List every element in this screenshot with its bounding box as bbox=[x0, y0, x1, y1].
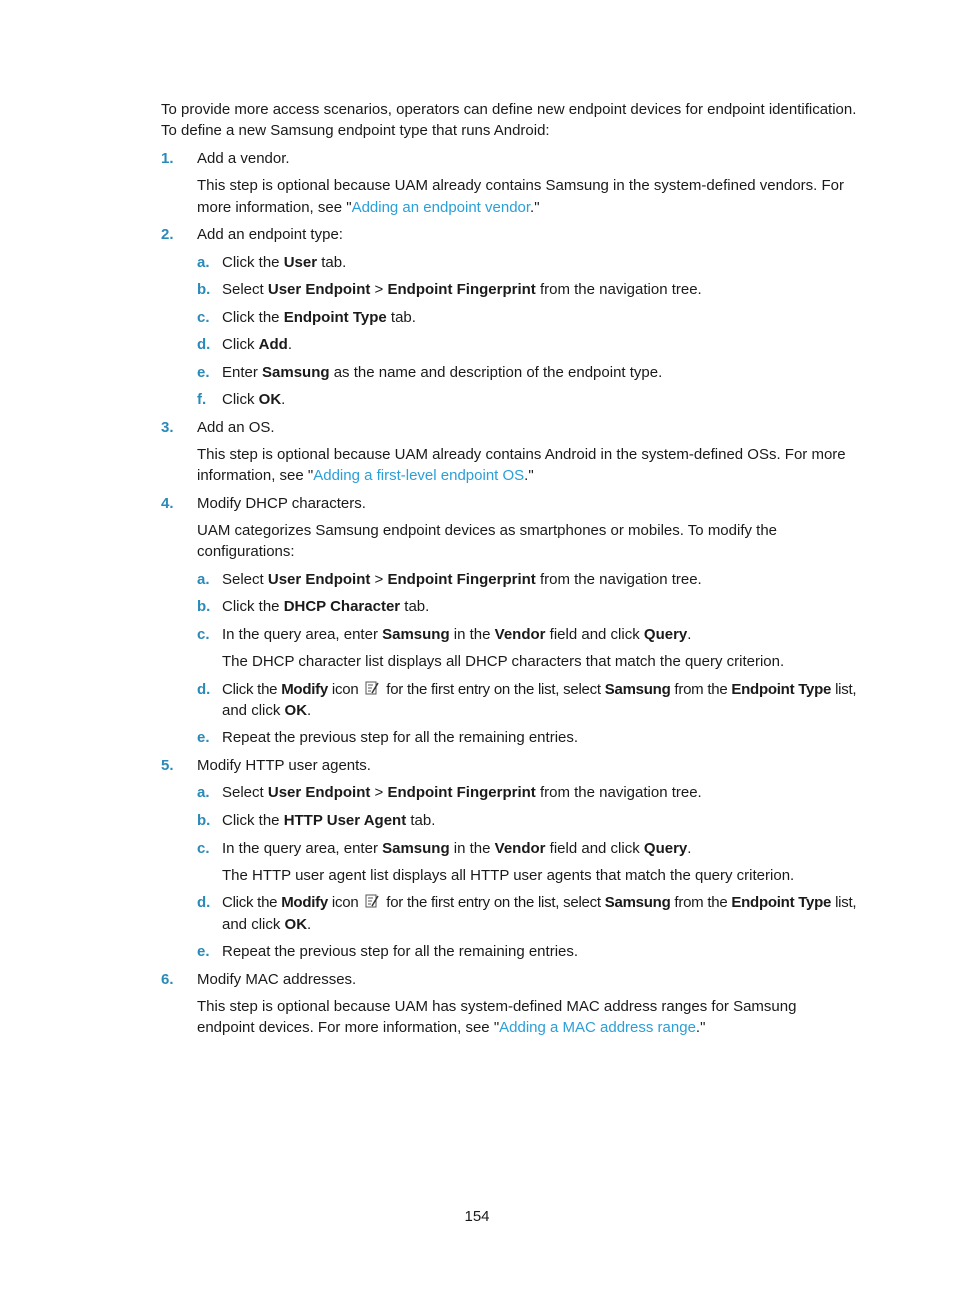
ui-term: Endpoint Fingerprint bbox=[387, 571, 536, 588]
text: and click bbox=[222, 702, 285, 719]
ui-term: Samsung bbox=[604, 681, 671, 698]
modify-icon bbox=[364, 893, 380, 915]
step-2b-letter: b. bbox=[197, 281, 211, 298]
ui-term: Endpoint Fingerprint bbox=[387, 281, 536, 298]
ui-term: User Endpoint bbox=[267, 571, 371, 588]
text: In the query area, enter bbox=[222, 840, 383, 857]
step-2c-text bbox=[222, 308, 416, 328]
modify-icon bbox=[364, 680, 380, 702]
ui-term: User Endpoint bbox=[267, 784, 371, 801]
text: ." bbox=[695, 1019, 706, 1036]
step-5e-text: Repeat the previous step for all the remaining entries. bbox=[222, 943, 579, 960]
step-2a-text bbox=[222, 253, 346, 273]
step-2e-text bbox=[222, 363, 662, 383]
step-2c-letter: c. bbox=[197, 309, 210, 326]
step-4a-text bbox=[222, 570, 702, 590]
step-3-desc-line-2 bbox=[197, 466, 534, 486]
step-6-desc-line-2 bbox=[197, 1018, 705, 1038]
step-2d-letter: d. bbox=[197, 336, 211, 353]
intro-line-2: To define a new Samsung endpoint type that runs Android: bbox=[161, 122, 550, 139]
text: tab. bbox=[317, 254, 347, 271]
text: information, see " bbox=[197, 467, 314, 484]
step-5-title: Modify HTTP user agents. bbox=[197, 757, 371, 774]
step-2-title: Add an endpoint type: bbox=[197, 226, 343, 243]
text: > bbox=[370, 571, 388, 588]
step-2f-text bbox=[222, 390, 285, 410]
text: from the navigation tree. bbox=[535, 571, 702, 588]
text: Click bbox=[222, 391, 259, 408]
ui-term: Samsung bbox=[262, 364, 330, 381]
text: > bbox=[370, 784, 388, 801]
text: In the query area, enter bbox=[222, 626, 383, 643]
step-5c-text bbox=[222, 839, 691, 859]
text: . bbox=[307, 916, 312, 933]
text: in the bbox=[449, 626, 495, 643]
text: . bbox=[281, 391, 286, 408]
ui-term: Vendor bbox=[494, 626, 546, 643]
text: tab. bbox=[400, 598, 430, 615]
step-5d-text-line-2 bbox=[222, 915, 311, 935]
step-2b-text bbox=[222, 280, 702, 300]
ui-term: Endpoint Type bbox=[283, 309, 387, 326]
step-4d-text-line-2 bbox=[222, 701, 311, 721]
text: from the bbox=[670, 894, 732, 911]
step-5d-text-line-1 bbox=[222, 893, 856, 915]
ui-term: Modify bbox=[281, 681, 329, 698]
step-5e-letter: e. bbox=[197, 943, 210, 960]
step-4b-letter: b. bbox=[197, 598, 211, 615]
step-1-desc-line-2 bbox=[197, 198, 540, 218]
step-5c-letter: c. bbox=[197, 840, 210, 857]
page-number: 154 bbox=[464, 1208, 490, 1225]
text: field and click bbox=[545, 626, 644, 643]
ui-term: Endpoint Type bbox=[731, 894, 832, 911]
link-adding-first-level-endpoint-os[interactable]: Adding a first-level endpoint OS bbox=[313, 467, 525, 484]
step-5-number: 5. bbox=[161, 757, 174, 774]
ui-term: Samsung bbox=[382, 626, 450, 643]
ui-term: Vendor bbox=[494, 840, 546, 857]
text: Enter bbox=[222, 364, 263, 381]
step-5b-letter: b. bbox=[197, 812, 211, 829]
text: Select bbox=[222, 571, 268, 588]
text: Click the bbox=[222, 894, 282, 911]
step-4e-letter: e. bbox=[197, 729, 210, 746]
ui-term: Endpoint Type bbox=[731, 681, 832, 698]
step-5d-letter: d. bbox=[197, 894, 211, 911]
text: from the navigation tree. bbox=[535, 281, 702, 298]
ui-term: HTTP User Agent bbox=[283, 812, 407, 829]
intro-line-1: To provide more access scenarios, operators can define new endpoint devices for endpoint identification. bbox=[161, 101, 857, 118]
step-5c-note: The HTTP user agent list displays all HTTP user agents that match the query criterion. bbox=[222, 867, 795, 884]
text: Click the bbox=[222, 681, 282, 698]
step-1-title: Add a vendor. bbox=[197, 150, 290, 167]
text: . bbox=[307, 702, 312, 719]
step-4b-text bbox=[222, 597, 429, 617]
step-4c-note: The DHCP character list displays all DHCP characters that match the query criterion. bbox=[222, 653, 785, 670]
step-1-number: 1. bbox=[161, 150, 174, 167]
ui-term: OK bbox=[284, 916, 308, 933]
step-2d-text bbox=[222, 335, 292, 355]
step-4e-text: Repeat the previous step for all the remaining entries. bbox=[222, 729, 579, 746]
text: more information, see " bbox=[197, 199, 352, 216]
text: Click bbox=[222, 336, 259, 353]
link-adding-endpoint-vendor[interactable]: Adding an endpoint vendor bbox=[351, 199, 531, 216]
step-4d-text-line-1 bbox=[222, 680, 856, 702]
text: in the bbox=[449, 840, 495, 857]
text: tab. bbox=[386, 309, 416, 326]
ui-term: DHCP Character bbox=[283, 598, 401, 615]
text: list, bbox=[831, 894, 857, 911]
ui-term: Query bbox=[643, 840, 688, 857]
text: for the first entry on the list, select bbox=[382, 894, 605, 911]
text: endpoint devices. For more information, see " bbox=[197, 1019, 500, 1036]
step-5b-text bbox=[222, 811, 435, 831]
step-2-number: 2. bbox=[161, 226, 174, 243]
text: list, bbox=[831, 681, 857, 698]
step-4-desc-line-2: configurations: bbox=[197, 543, 295, 560]
text: Select bbox=[222, 784, 268, 801]
step-2e-letter: e. bbox=[197, 364, 210, 381]
link-adding-mac-address-range[interactable]: Adding a MAC address range bbox=[499, 1019, 696, 1036]
text: icon bbox=[328, 894, 363, 911]
step-4a-letter: a. bbox=[197, 571, 210, 588]
step-4d-letter: d. bbox=[197, 681, 211, 698]
step-1-desc-line-1: This step is optional because UAM already contains Samsung in the system-defined vendors. For bbox=[197, 177, 844, 194]
step-3-title: Add an OS. bbox=[197, 419, 275, 436]
step-6-desc-line-1: This step is optional because UAM has system-defined MAC address ranges for Samsung bbox=[197, 998, 797, 1015]
text: ." bbox=[530, 199, 540, 216]
step-5a-letter: a. bbox=[197, 784, 210, 801]
step-2f-letter: f. bbox=[197, 391, 207, 408]
step-4c-letter: c. bbox=[197, 626, 210, 643]
text: . bbox=[687, 840, 692, 857]
text: from the bbox=[670, 681, 732, 698]
text: tab. bbox=[406, 812, 436, 829]
step-6-title: Modify MAC addresses. bbox=[197, 971, 357, 988]
text: Click the bbox=[222, 812, 284, 829]
text: icon bbox=[328, 681, 363, 698]
ui-term: User bbox=[283, 254, 318, 271]
ui-term: Query bbox=[643, 626, 688, 643]
text: Select bbox=[222, 281, 268, 298]
step-4-title: Modify DHCP characters. bbox=[197, 495, 366, 512]
text: Click the bbox=[222, 254, 284, 271]
ui-term: Add bbox=[258, 336, 288, 353]
ui-term: Modify bbox=[281, 894, 329, 911]
step-2a-letter: a. bbox=[197, 254, 210, 271]
text: field and click bbox=[545, 840, 644, 857]
ui-term: Endpoint Fingerprint bbox=[387, 784, 536, 801]
ui-term: Samsung bbox=[604, 894, 671, 911]
step-4-desc-line-1: UAM categorizes Samsung endpoint devices as smartphones or mobiles. To modify the bbox=[197, 522, 778, 539]
text: and click bbox=[222, 916, 285, 933]
text: Click the bbox=[222, 598, 284, 615]
ui-term: OK bbox=[258, 391, 282, 408]
text: . bbox=[687, 626, 692, 643]
text: as the name and description of the endpoint type. bbox=[329, 364, 663, 381]
step-4-number: 4. bbox=[161, 495, 174, 512]
step-5a-text bbox=[222, 783, 702, 803]
text: . bbox=[287, 336, 293, 353]
text: for the first entry on the list, select bbox=[382, 681, 605, 698]
step-3-number: 3. bbox=[161, 419, 174, 436]
step-3-desc-line-1: This step is optional because UAM already contains Android in the system-defined OSs. For more bbox=[197, 446, 846, 463]
step-4c-text bbox=[222, 625, 691, 645]
ui-term: User Endpoint bbox=[267, 281, 371, 298]
ui-term: OK bbox=[284, 702, 308, 719]
step-6-number: 6. bbox=[161, 971, 174, 988]
text: Click the bbox=[222, 309, 284, 326]
text: from the navigation tree. bbox=[535, 784, 702, 801]
text: > bbox=[370, 281, 388, 298]
text: ." bbox=[524, 467, 534, 484]
ui-term: Samsung bbox=[382, 840, 450, 857]
